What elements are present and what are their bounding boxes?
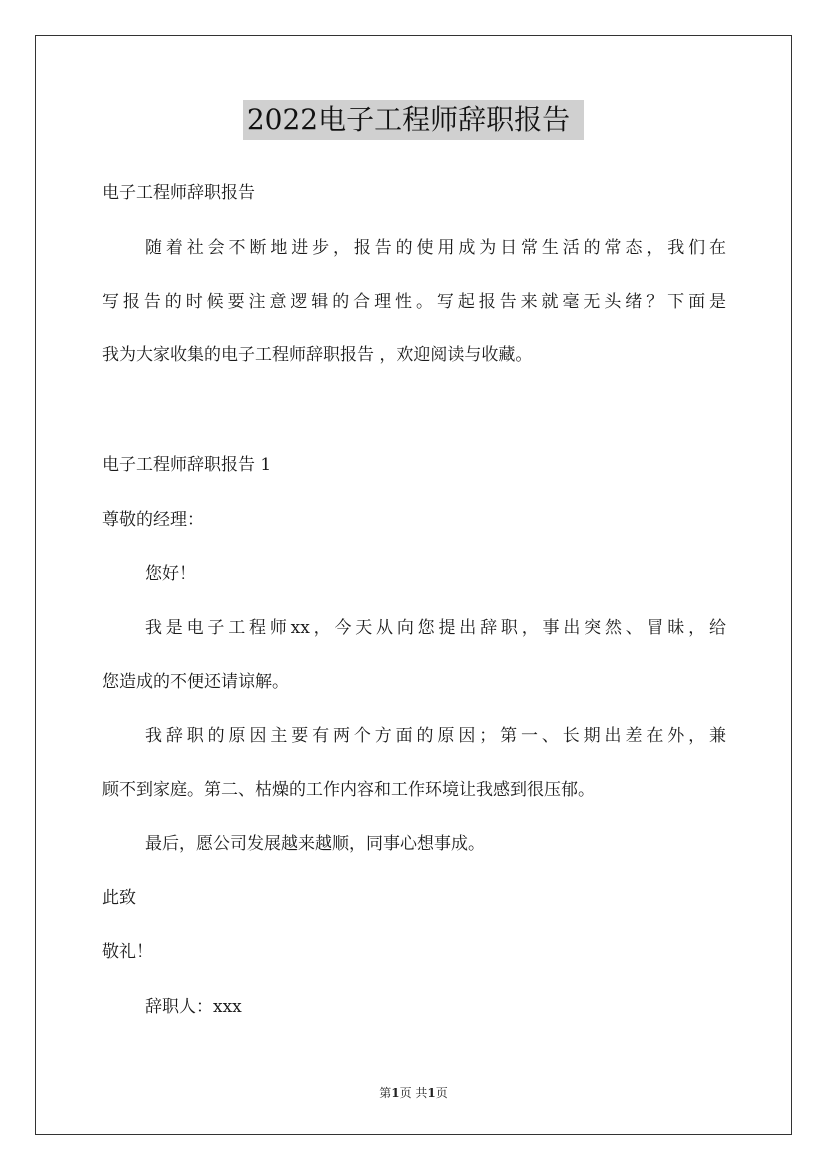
page-footer [0,1085,827,1101]
document-title: 2022电子工程师辞职报告 [243,100,584,140]
title-wrap [0,100,827,140]
document-subtitle: 电子工程师辞职报告 [102,183,255,203]
signature: 辞职人：xxx [145,997,242,1017]
footer-page-total: 1 [427,1086,436,1100]
closing-1: 此致 [102,888,136,908]
intro-line-3: 我为大家收集的电子工程师辞职报告 ，欢迎阅读与收藏。 [102,345,533,365]
footer-page-suffix: 页 [435,1086,448,1100]
paragraph2-line-2: 顾不到家庭。第二、枯燥的工作内容和工作环境让我感到很压郁。 [102,780,595,800]
paragraph1-line-2: 您造成的不便还请谅解。 [102,672,289,692]
intro-line-2: 写报告的时候要注意逻辑的合理性。写起报告来就毫无头绪？下面是 [102,292,726,312]
paragraph1-line-1: 我是电子工程师xx，今天从向您提出辞职，事出突然、冒昧，给 [145,618,726,638]
footer-page-mid: 页 共 [399,1086,428,1100]
section-heading: 电子工程师辞职报告 1 [102,455,272,475]
closing-2: 敬礼！ [102,942,153,962]
greeting: 您好！ [145,564,196,584]
footer-page-prefix: 第 [379,1086,392,1100]
footer-page-number: 1 [391,1086,400,1100]
intro-line-1: 随着社会不断地进步，报告的使用成为日常生活的常态，我们在 [145,238,726,258]
paragraph3: 最后，愿公司发展越来越顺，同事心想事成。 [145,834,485,854]
paragraph2-line-1: 我辞职的原因主要有两个方面的原因；第一、长期出差在外，兼 [145,726,726,746]
salutation: 尊敬的经理： [102,510,204,530]
